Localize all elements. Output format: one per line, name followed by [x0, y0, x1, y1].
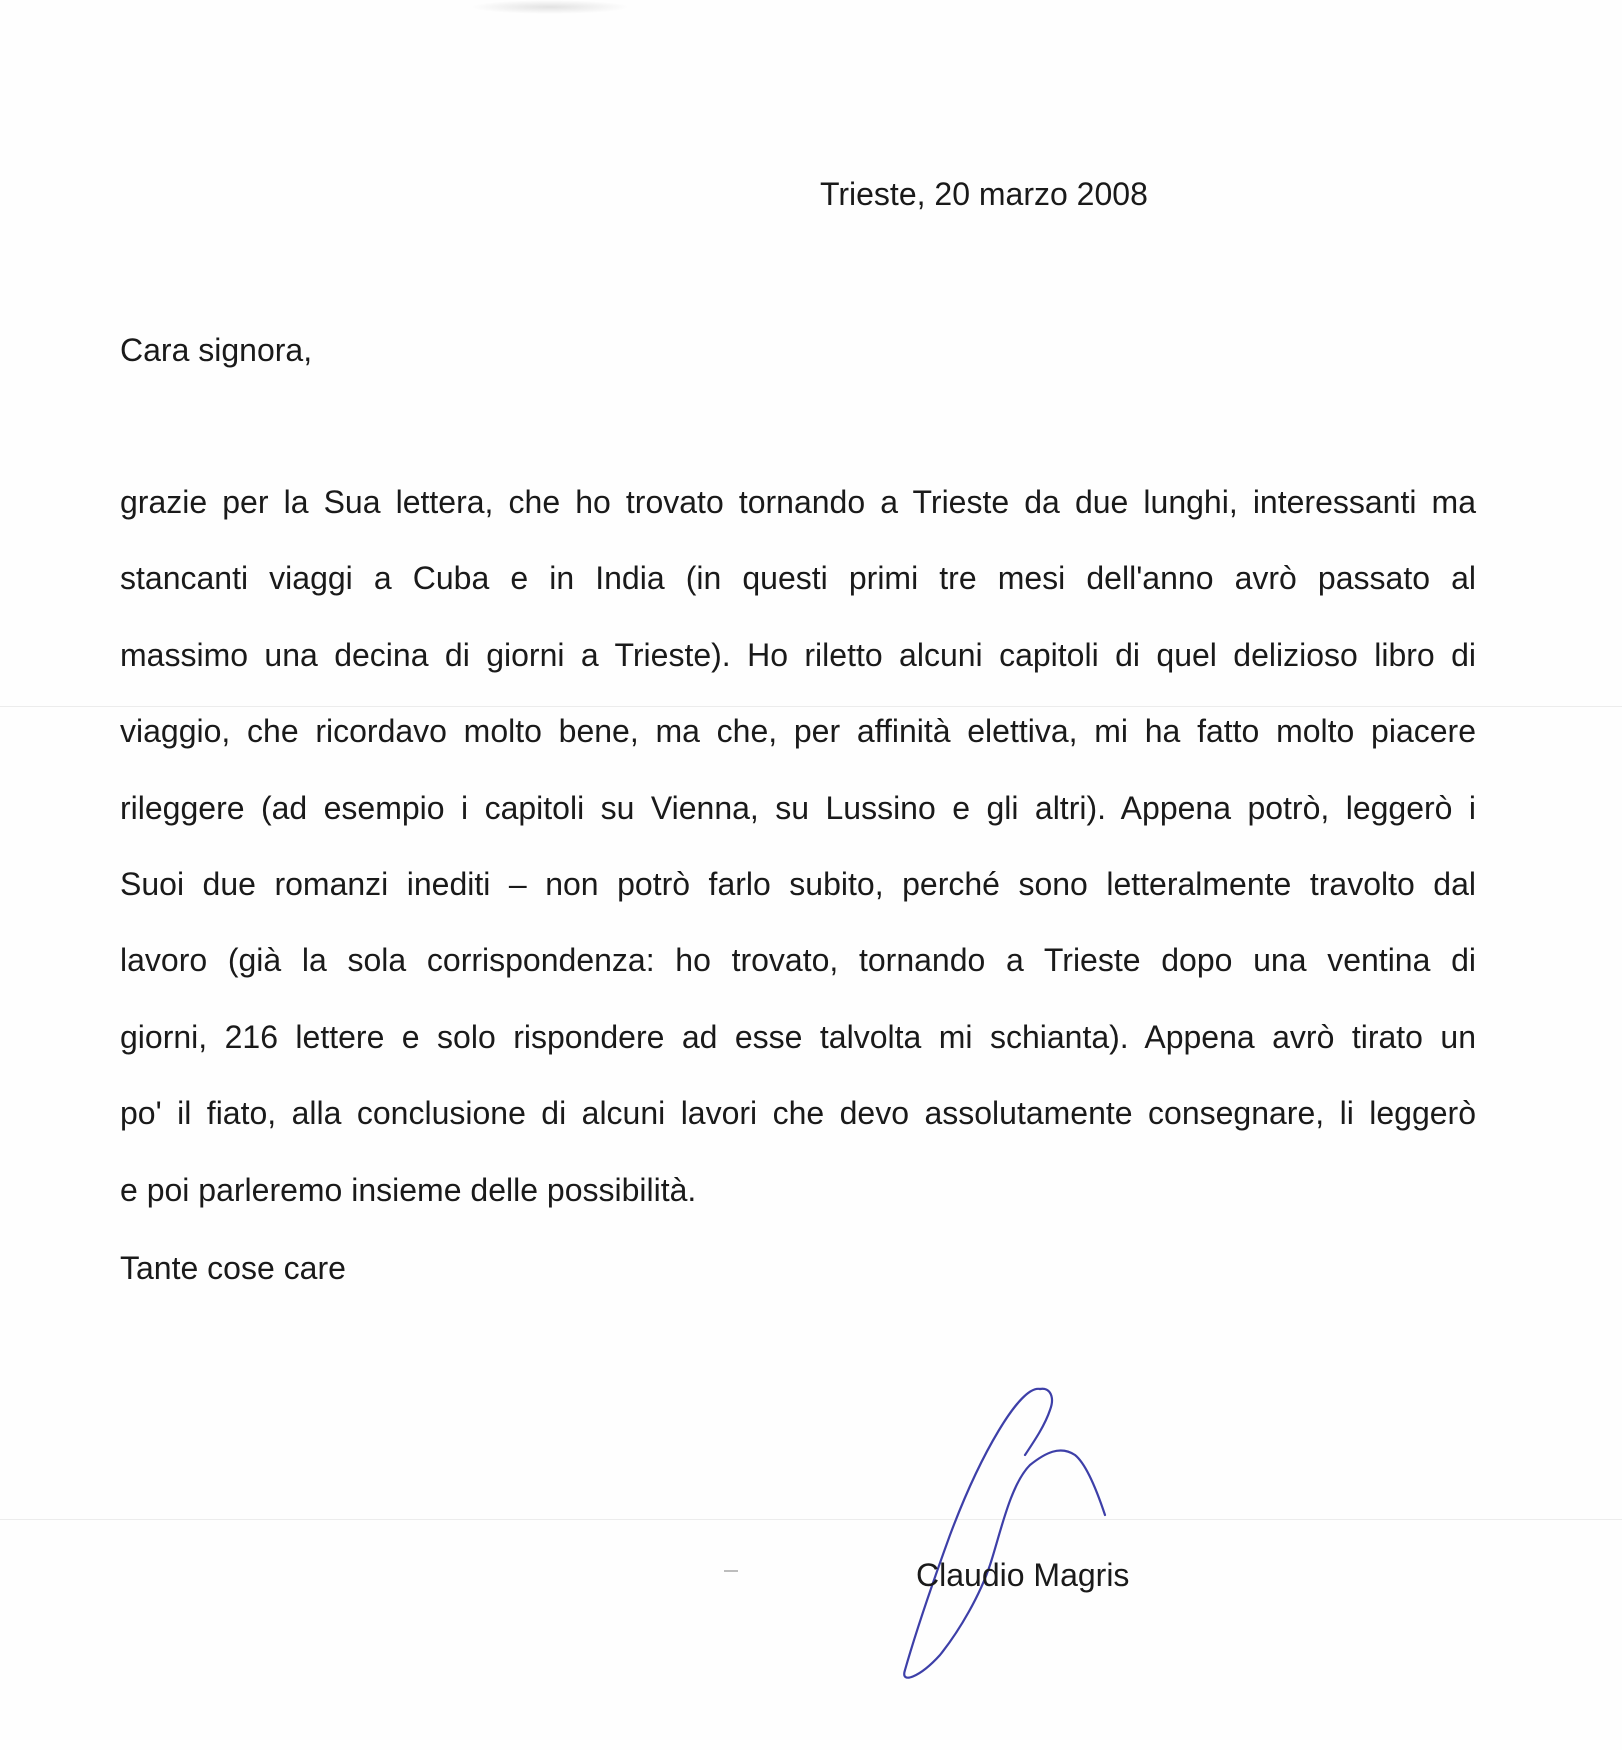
body-line: grazie per la Sua lettera, che ho trovato tornando a Trieste da due lunghi, interessanti ma — [120, 484, 1476, 520]
body-line: massimo una decina di giorni a Trieste). Ho riletto alcuni capitoli di quel delizioso libro di — [120, 636, 1476, 673]
letter-body — [120, 482, 1476, 1246]
body-line: po' il fiato, alla conclusione di alcuni lavori che devo assolutamente consegnare, li leggerò — [120, 1095, 1476, 1132]
letter-salutation: Cara signora, — [120, 332, 313, 368]
handwritten-signature — [860, 1385, 1160, 1685]
paper-fold-line — [0, 1519, 1622, 1520]
body-line: e poi parleremo insieme delle possibilità. — [120, 1171, 697, 1208]
body-line: viaggio, che ricordavo molto bene, ma che, per affinità elettiva, mi ha fatto molto piacere — [120, 713, 1476, 750]
letter-date: Trieste, 20 marzo 2008 — [820, 176, 1148, 212]
stray-mark — [724, 1570, 738, 1572]
body-line: giorni, 216 lettere e solo rispondere ad esse talvolta mi schianta). Appena avrò tirato un — [120, 1018, 1476, 1055]
signature-stroke — [904, 1389, 1105, 1678]
letter-closing: Tante cose care — [120, 1250, 346, 1286]
body-line: lavoro (già la sola corrispondenza: ho trovato, tornando a Trieste dopo una ventina di — [120, 942, 1476, 979]
body-line: stancanti viaggi a Cuba e in India (in questi primi tre mesi dell'anno avrò passato al — [120, 560, 1476, 597]
signatory-name: Claudio Magris — [916, 1557, 1130, 1593]
paper-smudge — [470, 0, 630, 14]
signature-stroke — [1025, 1389, 1052, 1455]
body-line: Suoi due romanzi inediti – non potrò farlo subito, perché sono letteralmente travolto dal — [120, 865, 1476, 902]
body-line: rileggere (ad esempio i capitoli su Vienna, su Lussino e gli altri). Appena potrò, leggerò i — [120, 789, 1476, 826]
